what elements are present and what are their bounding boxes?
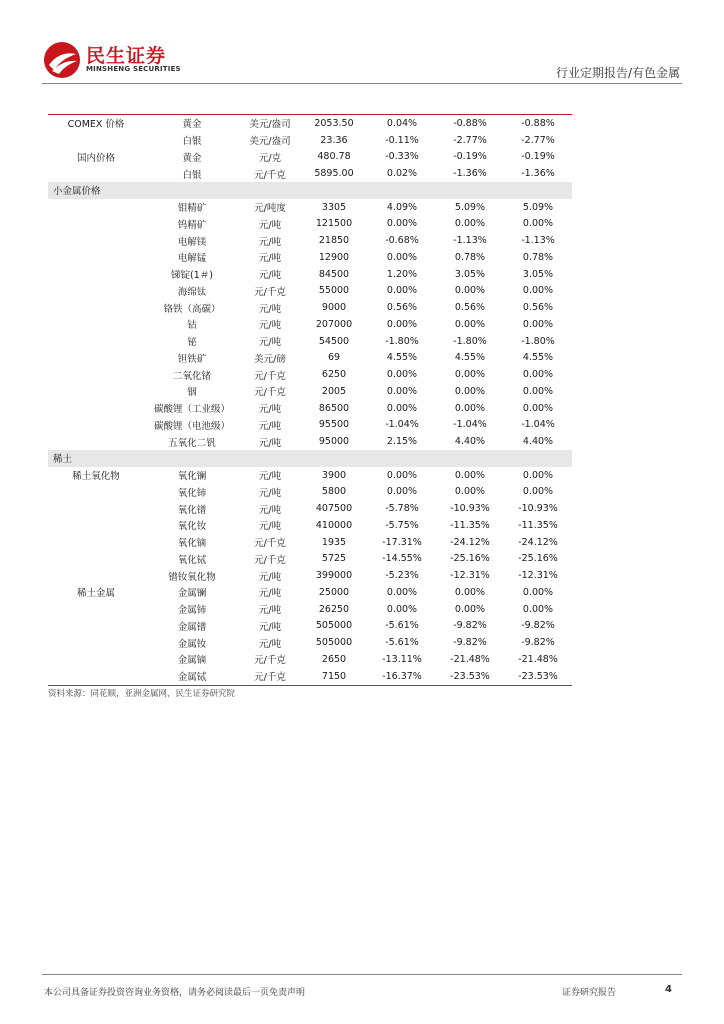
unit-cell: 元/吨 <box>258 437 282 449</box>
item-name-cell: 白银 <box>182 136 202 148</box>
table-row <box>48 517 572 534</box>
category-cell: COMEX 价格 <box>48 115 144 132</box>
change-2-cell: -11.35% <box>450 519 490 531</box>
footer-divider <box>42 974 682 975</box>
unit-cell: 元/吨 <box>258 621 282 633</box>
table-row <box>48 433 572 450</box>
change-1-cell: 0.00% <box>386 369 418 381</box>
change-3-cell: -9.82% <box>521 620 555 632</box>
logo-text-cn: 民生证券 <box>86 45 167 67</box>
table-row <box>48 283 572 300</box>
category-cell <box>48 551 144 568</box>
category-cell <box>48 366 144 383</box>
change-1-cell: -0.33% <box>385 151 419 163</box>
change-2-cell: -24.12% <box>450 536 490 548</box>
category-cell <box>48 383 144 400</box>
price-cell: 5800 <box>321 486 347 498</box>
price-cell: 480.78 <box>317 151 351 163</box>
item-name-cell: 铋 <box>187 337 197 349</box>
change-3-cell: 5.09% <box>522 201 554 213</box>
table-row <box>48 567 572 584</box>
category-cell <box>48 634 144 651</box>
category-cell <box>48 316 144 333</box>
change-3-cell: -23.53% <box>504 668 572 685</box>
unit-cell: 元/千克 <box>254 387 286 399</box>
change-1-cell: 0.00% <box>386 402 418 414</box>
change-3-cell: -9.82% <box>521 637 555 649</box>
header-divider <box>42 83 682 84</box>
unit-cell: 元/千克 <box>254 286 286 298</box>
change-2-cell: -12.31% <box>450 570 490 582</box>
change-3-cell: 0.78% <box>522 251 554 263</box>
change-2-cell: 4.55% <box>454 352 486 364</box>
change-2-cell: 0.00% <box>454 603 486 615</box>
change-2-cell: -25.16% <box>450 553 490 565</box>
table-row <box>48 149 572 166</box>
change-1-cell: 0.00% <box>386 318 418 330</box>
change-2-cell: -10.93% <box>450 503 490 515</box>
category-cell <box>48 400 144 417</box>
unit-cell: 元/吨 <box>258 320 282 332</box>
change-3-cell: -12.31% <box>518 570 558 582</box>
category-cell: 稀土金属 <box>76 588 115 600</box>
table-row <box>48 249 572 266</box>
change-1-cell: -16.37% <box>368 668 436 685</box>
change-1-cell: 4.55% <box>386 352 418 364</box>
price-cell: 26250 <box>318 603 350 615</box>
change-2-cell: -1.13% <box>453 235 487 247</box>
change-1-cell: -17.31% <box>382 536 422 548</box>
table-row <box>48 199 572 216</box>
category-cell <box>48 668 144 685</box>
unit-cell: 元/吨 <box>258 337 282 349</box>
unit-cell: 元/吨 <box>258 504 282 516</box>
change-2-cell: 0.00% <box>454 402 486 414</box>
footer-disclaimer: 本公司具备证券投资咨询业务资格，请务必阅读最后一页免责声明 <box>44 988 306 998</box>
change-3-cell: -11.35% <box>518 519 558 531</box>
page-number: 4 <box>665 984 672 995</box>
price-cell: 3305 <box>321 201 347 213</box>
unit-cell: 元/吨 <box>258 521 282 533</box>
table-row <box>48 601 572 618</box>
item-name-cell: 电解锰 <box>177 253 207 265</box>
change-3-cell: -1.80% <box>521 335 555 347</box>
item-name-cell: 镨钕氧化物 <box>168 571 216 583</box>
item-name-cell: 金属钕 <box>177 638 207 650</box>
item-name-cell: 碳酸锂（电池级） <box>153 420 230 432</box>
change-3-cell: -1.13% <box>521 235 555 247</box>
item-name-cell: 氧化镧 <box>177 471 207 483</box>
table-row <box>48 350 572 367</box>
change-1-cell: -1.04% <box>385 419 419 431</box>
change-1-cell: 0.04% <box>368 115 436 132</box>
table-row <box>48 417 572 434</box>
change-1-cell: 0.00% <box>386 385 418 397</box>
change-2-cell: -0.19% <box>453 151 487 163</box>
category-cell <box>48 350 144 367</box>
change-3-cell: 0.56% <box>522 302 554 314</box>
table-row <box>48 651 572 668</box>
change-1-cell: 0.00% <box>386 251 418 263</box>
category-cell <box>48 216 144 233</box>
change-2-cell: 3.05% <box>454 268 486 280</box>
report-type: 行业定期报告/有色金属 <box>555 66 680 80</box>
item-name-cell: 钽铁矿 <box>177 353 207 365</box>
change-1-cell: 0.02% <box>386 168 418 180</box>
unit-cell: 美元/磅 <box>254 353 286 365</box>
change-1-cell: -5.78% <box>385 503 419 515</box>
category-cell <box>48 500 144 517</box>
category-cell <box>48 333 144 350</box>
change-1-cell: -5.61% <box>385 620 419 632</box>
table-row <box>48 400 572 417</box>
change-1-cell: -0.11% <box>385 134 419 146</box>
category-cell <box>48 283 144 300</box>
item-name-cell: 黄金 <box>182 152 202 164</box>
change-1-cell: -5.75% <box>385 519 419 531</box>
table-row <box>48 584 572 601</box>
item-name-cell: 金属镨 <box>177 621 207 633</box>
unit-cell: 元/千克 <box>254 169 286 181</box>
section-label: 稀土 <box>48 450 572 467</box>
category-cell <box>48 433 144 450</box>
item-name-cell: 锑锭(1＃) <box>171 270 213 282</box>
source-note: 资料来源：同花顺，亚洲金属网，民生证券研究院 <box>48 689 236 699</box>
unit-cell: 元/千克 <box>254 538 286 550</box>
price-cell: 410000 <box>315 519 353 531</box>
change-1-cell: -13.11% <box>382 653 422 665</box>
price-cell: 25000 <box>318 586 350 598</box>
table-row <box>48 634 572 651</box>
price-cell: 1935 <box>321 536 347 548</box>
section-label: 小金属价格 <box>48 182 572 199</box>
unit-cell: 元/吨 <box>258 471 282 483</box>
item-name-cell: 金属铽 <box>144 668 240 685</box>
table-row <box>48 299 572 316</box>
price-cell: 54500 <box>318 335 350 347</box>
price-cell: 2650 <box>321 653 347 665</box>
price-cell: 95000 <box>318 436 350 448</box>
item-name-cell: 海绵钛 <box>177 286 207 298</box>
item-name-cell: 钼精矿 <box>177 203 207 215</box>
category-cell <box>48 199 144 216</box>
change-2-cell: 0.00% <box>454 369 486 381</box>
change-2-cell: -21.48% <box>450 653 490 665</box>
change-1-cell: 2.15% <box>386 436 418 448</box>
item-name-cell: 氧化镝 <box>177 538 207 550</box>
change-1-cell: 0.00% <box>386 218 418 230</box>
item-name-cell: 黄金 <box>144 115 240 132</box>
change-2-cell: 0.00% <box>454 218 486 230</box>
change-2-cell: 4.40% <box>454 436 486 448</box>
category-cell <box>48 517 144 534</box>
table-row <box>48 484 572 501</box>
unit-cell: 元/吨 <box>258 420 282 432</box>
section-row <box>48 450 572 467</box>
item-name-cell: 铟 <box>187 387 197 399</box>
change-3-cell: 3.05% <box>522 268 554 280</box>
item-name-cell: 钴 <box>187 320 197 332</box>
change-3-cell: 0.00% <box>522 469 554 481</box>
unit-cell: 元/吨度 <box>254 203 286 215</box>
category-cell <box>48 601 144 618</box>
price-cell: 12900 <box>318 251 350 263</box>
table-row <box>48 383 572 400</box>
category-cell: 稀土氧化物 <box>72 471 120 483</box>
category-cell <box>48 232 144 249</box>
price-cell: 6250 <box>321 369 347 381</box>
price-cell: 3900 <box>321 469 347 481</box>
price-cell: 84500 <box>318 268 350 280</box>
change-3-cell: 0.00% <box>522 218 554 230</box>
table-row <box>48 333 572 350</box>
item-name-cell: 二氧化锗 <box>172 370 211 382</box>
change-3-cell: -0.88% <box>504 115 572 132</box>
unit-cell: 元/吨 <box>258 487 282 499</box>
change-2-cell: -1.04% <box>453 419 487 431</box>
change-2-cell: 0.00% <box>454 586 486 598</box>
price-cell: 21850 <box>318 235 350 247</box>
change-1-cell: 0.00% <box>386 469 418 481</box>
change-1-cell: 0.00% <box>386 586 418 598</box>
metal-price-table <box>48 114 572 686</box>
unit-cell: 美元/盎司 <box>240 115 300 132</box>
change-3-cell: 0.00% <box>522 586 554 598</box>
change-2-cell: 0.78% <box>454 251 486 263</box>
item-name-cell: 电解镁 <box>177 236 207 248</box>
change-3-cell: -10.93% <box>518 503 558 515</box>
change-1-cell: -5.23% <box>385 570 419 582</box>
change-3-cell: 0.00% <box>522 285 554 297</box>
change-3-cell: -21.48% <box>518 653 558 665</box>
change-1-cell: -14.55% <box>382 553 422 565</box>
change-2-cell: 0.56% <box>454 302 486 314</box>
item-name-cell: 金属镝 <box>177 655 207 667</box>
unit-cell: 元/吨 <box>258 253 282 265</box>
unit-cell: 元/千克 <box>254 554 286 566</box>
table-row <box>48 618 572 635</box>
change-2-cell: 0.00% <box>454 318 486 330</box>
change-3-cell: -1.36% <box>521 168 555 180</box>
unit-cell: 元/千克 <box>254 655 286 667</box>
unit-cell: 元/吨 <box>258 270 282 282</box>
change-1-cell: -5.61% <box>385 637 419 649</box>
change-2-cell: -9.82% <box>453 620 487 632</box>
change-1-cell: 0.00% <box>386 486 418 498</box>
unit-cell: 元/千克 <box>240 668 300 685</box>
change-3-cell: 4.40% <box>522 436 554 448</box>
change-3-cell: 0.00% <box>522 486 554 498</box>
item-name-cell: 金属镧 <box>177 588 207 600</box>
change-3-cell: -24.12% <box>518 536 558 548</box>
change-3-cell: 0.00% <box>522 402 554 414</box>
category-cell <box>48 484 144 501</box>
change-3-cell: -0.19% <box>521 151 555 163</box>
change-3-cell: -1.04% <box>521 419 555 431</box>
price-cell: 7150 <box>300 668 368 685</box>
change-1-cell: 1.20% <box>386 268 418 280</box>
logo-text-en: MINSHENG SECURITIES <box>86 65 181 73</box>
price-cell: 86500 <box>318 402 350 414</box>
unit-cell: 元/吨 <box>258 404 282 416</box>
table-row <box>48 551 572 568</box>
change-2-cell: 0.00% <box>454 285 486 297</box>
section-row <box>48 182 572 199</box>
price-cell: 399000 <box>315 570 353 582</box>
change-1-cell: -1.80% <box>385 335 419 347</box>
change-2-cell: -1.36% <box>453 168 487 180</box>
unit-cell: 元/吨 <box>258 571 282 583</box>
category-cell <box>48 651 144 668</box>
change-2-cell: -9.82% <box>453 637 487 649</box>
change-2-cell: -23.53% <box>436 668 504 685</box>
category-cell <box>48 165 144 182</box>
table-row <box>48 500 572 517</box>
unit-cell: 元/克 <box>258 152 282 164</box>
item-name-cell: 氧化铈 <box>177 487 207 499</box>
price-cell: 95500 <box>318 419 350 431</box>
change-1-cell: 0.00% <box>386 285 418 297</box>
price-cell: 69 <box>327 352 341 364</box>
item-name-cell: 白银 <box>182 169 202 181</box>
minsheng-logo-icon <box>42 40 82 80</box>
change-2-cell: 0.00% <box>454 486 486 498</box>
change-2-cell: 5.09% <box>454 201 486 213</box>
price-cell: 2005 <box>321 385 347 397</box>
category-cell <box>48 249 144 266</box>
item-name-cell: 铬铁（高碳） <box>163 303 221 315</box>
category-cell <box>48 534 144 551</box>
price-cell: 23.36 <box>320 134 348 146</box>
item-name-cell: 氧化镨 <box>177 504 207 516</box>
table-row <box>48 216 572 233</box>
unit-cell: 美元/盎司 <box>249 136 291 148</box>
item-name-cell: 氧化钕 <box>177 521 207 533</box>
change-1-cell: 4.09% <box>386 201 418 213</box>
change-3-cell: 0.00% <box>522 318 554 330</box>
company-logo <box>42 40 182 80</box>
change-2-cell: -2.77% <box>453 134 487 146</box>
unit-cell: 元/吨 <box>258 303 282 315</box>
category-cell <box>48 417 144 434</box>
category-cell: 国内价格 <box>76 152 115 164</box>
price-cell: 2053.50 <box>300 115 368 132</box>
table-row <box>48 668 572 685</box>
price-cell: 505000 <box>315 637 353 649</box>
table-row <box>48 467 572 484</box>
change-3-cell: -2.77% <box>521 134 555 146</box>
table-row <box>48 132 572 149</box>
table-row <box>48 165 572 182</box>
item-name-cell: 五氧化二钒 <box>168 437 216 449</box>
change-3-cell: -25.16% <box>518 553 558 565</box>
unit-cell: 元/吨 <box>258 219 282 231</box>
change-2-cell: -0.88% <box>436 115 504 132</box>
price-cell: 5895.00 <box>314 168 354 180</box>
table-row <box>48 115 572 132</box>
unit-cell: 元/吨 <box>258 588 282 600</box>
category-cell <box>48 266 144 283</box>
change-2-cell: 0.00% <box>454 469 486 481</box>
price-cell: 121500 <box>315 218 353 230</box>
change-2-cell: -1.80% <box>453 335 487 347</box>
change-1-cell: 0.00% <box>386 603 418 615</box>
change-3-cell: 0.00% <box>522 603 554 615</box>
table-row <box>48 366 572 383</box>
unit-cell: 元/吨 <box>258 236 282 248</box>
table-row <box>48 534 572 551</box>
price-cell: 55000 <box>318 285 350 297</box>
price-cell: 9000 <box>321 302 347 314</box>
price-cell: 407500 <box>315 503 353 515</box>
table-row <box>48 316 572 333</box>
item-name-cell: 钨精矿 <box>177 219 207 231</box>
item-name-cell: 氧化铽 <box>177 554 207 566</box>
item-name-cell: 金属铈 <box>177 605 207 617</box>
change-3-cell: 4.55% <box>522 352 554 364</box>
price-cell: 5725 <box>321 553 347 565</box>
unit-cell: 元/千克 <box>254 370 286 382</box>
change-3-cell: 0.00% <box>522 385 554 397</box>
change-3-cell: 0.00% <box>522 369 554 381</box>
category-cell <box>48 618 144 635</box>
change-1-cell: -0.68% <box>385 235 419 247</box>
item-name-cell: 碳酸锂（工业级） <box>153 404 230 416</box>
change-2-cell: 0.00% <box>454 385 486 397</box>
category-cell <box>48 132 144 149</box>
table-row <box>48 232 572 249</box>
category-cell <box>48 299 144 316</box>
unit-cell: 元/吨 <box>258 638 282 650</box>
category-cell <box>48 567 144 584</box>
price-cell: 207000 <box>315 318 353 330</box>
table-row <box>48 266 572 283</box>
footer-report-label: 证券研究报告 <box>562 988 617 998</box>
price-cell: 505000 <box>315 620 353 632</box>
change-1-cell: 0.56% <box>386 302 418 314</box>
unit-cell: 元/吨 <box>258 605 282 617</box>
